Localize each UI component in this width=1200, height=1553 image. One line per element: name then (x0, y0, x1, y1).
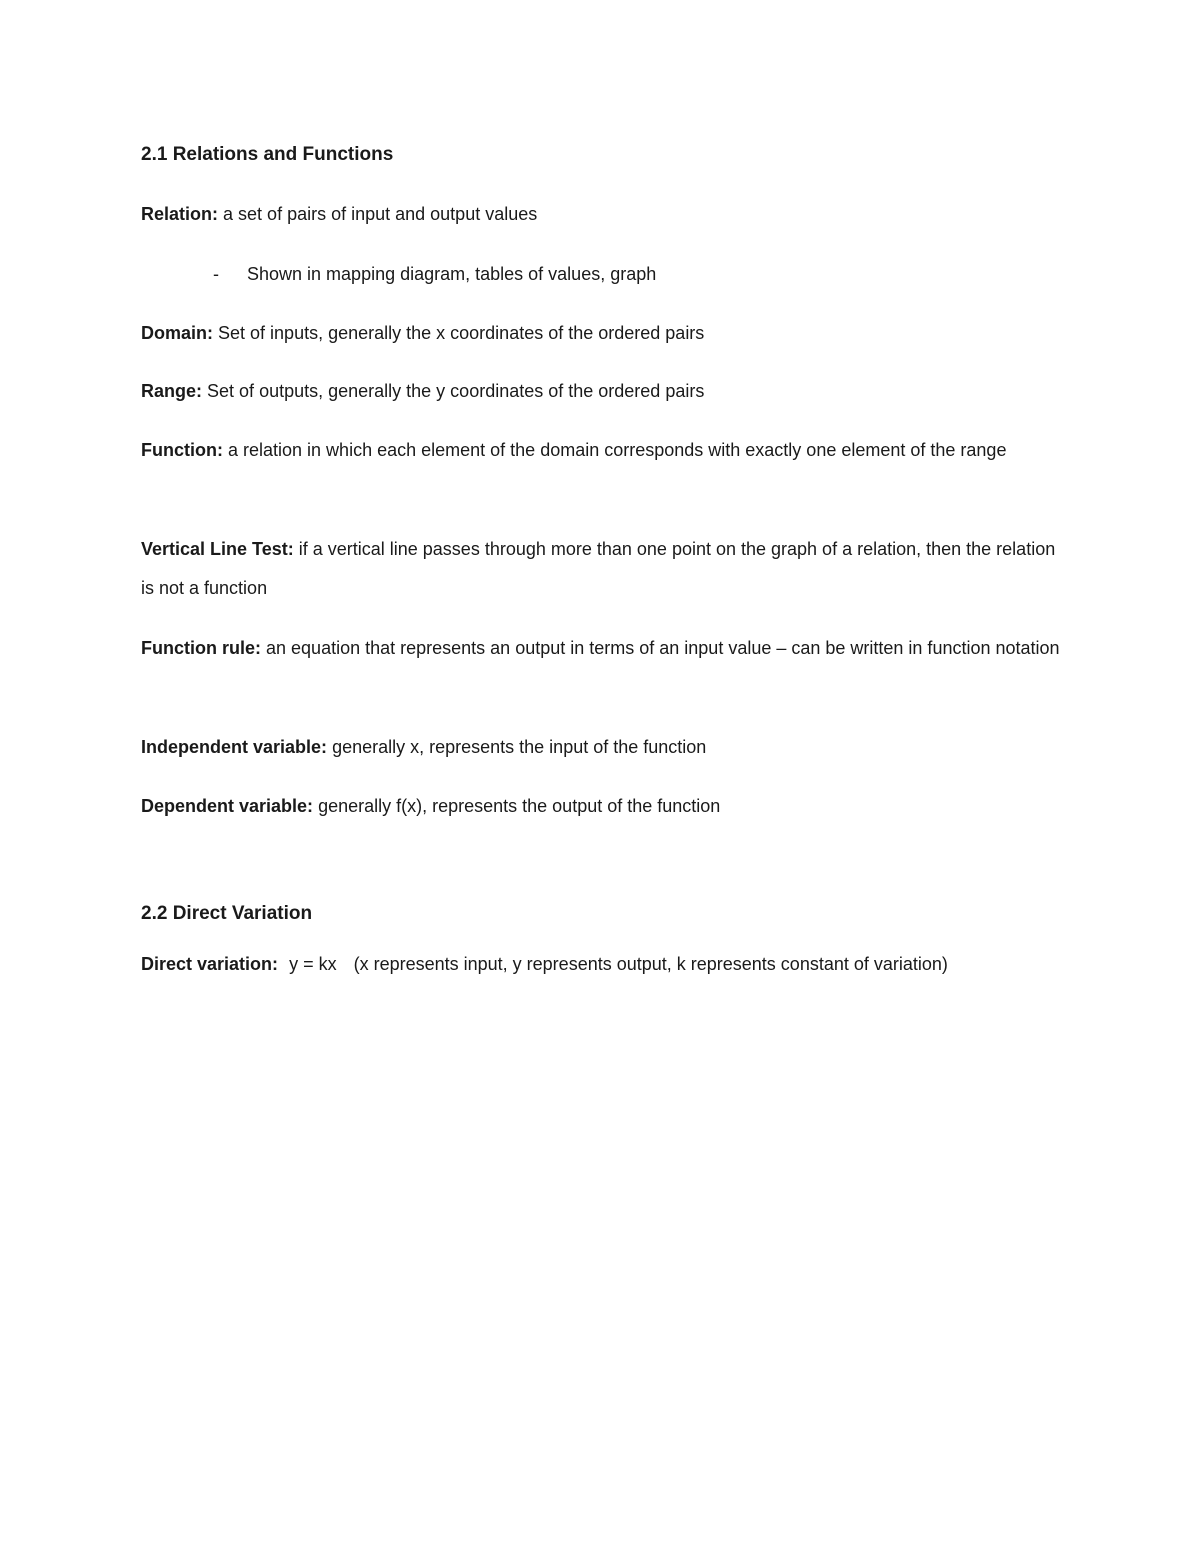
definition-text: an equation that represents an output in terms of an input value – can be written in function notation (266, 638, 1060, 658)
definition-dependent-variable (141, 787, 1061, 826)
equation-text: y = kx (289, 954, 337, 974)
term-function-rule: Function rule: (141, 638, 261, 658)
term-range: Range: (141, 381, 203, 401)
definition-function-rule (141, 629, 1061, 668)
definition-text: generally x, represents the input of the function (332, 737, 707, 757)
bullet-dash: - (213, 264, 219, 284)
definition-text: (x represents input, y represents output, k represents constant of variation) (353, 954, 948, 974)
definition-range (141, 372, 1061, 411)
definition-text: generally f(x), represents the output of the function (318, 796, 721, 816)
section-title-direct-variation: 2.2 Direct Variation (141, 903, 313, 924)
definition-independent-variable (141, 728, 1061, 767)
definition-text: Set of outputs, generally the y coordinates of the ordered pairs (207, 381, 705, 401)
definition-domain (141, 314, 1061, 353)
term-dependent-variable: Dependent variable: (141, 796, 314, 816)
term-relation: Relation: (141, 204, 219, 224)
term-function: Function: (141, 440, 223, 460)
term-domain: Domain: (141, 323, 213, 343)
bullet-relation-representations (213, 262, 656, 286)
term-direct-variation: Direct variation: (141, 954, 279, 974)
term-vertical-line-test: Vertical Line Test: (141, 539, 294, 559)
definition-text: a set of pairs of input and output values (223, 204, 538, 224)
definition-relation (141, 195, 1061, 234)
definition-text: a relation in which each element of the domain corresponds with exactly one element of the range (228, 440, 1007, 460)
definition-text: if a vertical line passes through more than one point on the graph of a relation, then the relation is not a function (141, 539, 1056, 598)
bullet-text: Shown in mapping diagram, tables of values, graph (247, 264, 657, 284)
term-independent-variable: Independent variable: (141, 737, 328, 757)
definition-text: Set of inputs, generally the x coordinates of the ordered pairs (218, 323, 705, 343)
definition-vertical-line-test (141, 530, 1061, 608)
definition-function (141, 431, 1061, 470)
section-title-relations-functions: 2.1 Relations and Functions (141, 144, 394, 165)
definition-direct-variation (141, 945, 1061, 984)
